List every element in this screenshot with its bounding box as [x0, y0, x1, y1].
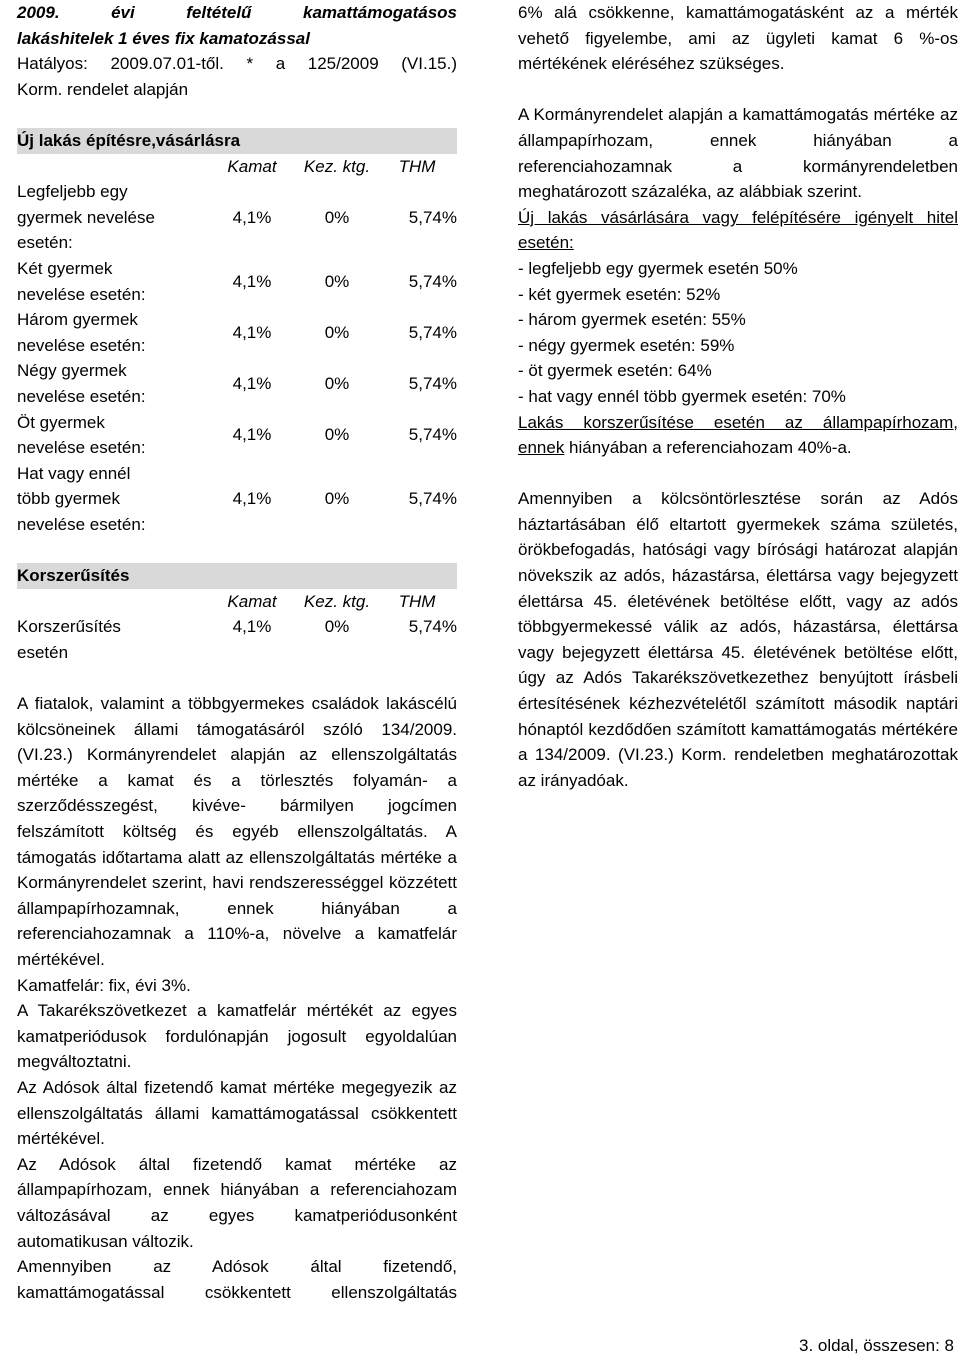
list-item: - három gyermek esetén: 55% [518, 310, 746, 330]
paragraph-gyermekszam: Amennyiben a kölcsöntörlesztése során az Adós háztartásában élő eltartott gyermekek száma születés, örökbefogadás, hatósági vagy bírósági határozat alapján növekszik az adós, házastársa, élettársa vagy bejegyzett élettársa 45. életévének betöltése előtt, vagy az adós többgyermekessé válik az adós, házastársa, élettársa vagy bejegyzett élettársa 45. életévének betöltése előtt, úgy az Adós Takarékszövetkezethez benyújtott írásbeli értesítésének kézhezvételétől számított második naptári hónaptól kezdődően számított kamattámogatás mértékére a 134/2009. (VI.23.) Korm. rendeletben meghatározottak az irányadóak. [518, 489, 958, 790]
cell-kamat: 4,1% [232, 271, 272, 291]
cell-kamat: 4,1% [232, 425, 272, 445]
header-kez: Kez. ktg. [303, 156, 371, 176]
doc-title-line-1: 2009. évi feltételű kamattámogatásos [17, 3, 457, 22]
rate-table-header-mod [17, 589, 457, 615]
right-column [518, 0, 958, 793]
modernization-line-1: Lakás korszerűsítése esetén az állampapírhozam, [518, 412, 958, 432]
cell-thm: 5,74% [408, 271, 457, 291]
new-home-heading: Új lakás vásárlására vagy felépítésére igényelt hitel esetén: [518, 207, 958, 253]
modernization-line-2: ennek hiányában a referenciahozam 40%-a. [518, 438, 852, 458]
cell-kez: 0% [324, 489, 350, 509]
paragraph-kamattamogatas: A Kormányrendelet alapján a kamattámogatás mértéke az állampapírhozam, ennek hiányában a referenciahozamnak a kormányrendeletben meghatározott százaléka, az alábbiak szerint. [518, 105, 958, 202]
rate-row [17, 410, 457, 461]
cell-thm: 5,74% [408, 207, 457, 227]
doc-title-line-2: lakáshitelek 1 éves fix kamatozással [17, 28, 310, 48]
cell-kez: 0% [324, 374, 350, 394]
page-number: 3. oldal, összesen: 8 [799, 1336, 954, 1355]
row-label: Három gyermek nevelése esetén: [17, 310, 146, 355]
paragraph-ellenszolgaltatas: A fiatalok, valamint a többgyermekes családok lakáscélú kölcsöneinek állami támogatásáról szóló 134/2009. (VI.23.) Kormányrendelet alapján az ellenszolgáltatás mértéke a kamat és a törlesztés folyamán- a szerződésszegést, kivéve- bármilyen jogcímen felszámított költség és egyéb ellenszolgáltatás. A támogatás időtartama alatt az ellenszolgáltatás mértéke a Kormányrendelet szerint, havi rendszerességgel közzétett állampapírhozamnak, ennek hiányában a referenciahozamnak a 110%-a, növelve a kamatfelár mértékével. [17, 694, 457, 969]
left-column [17, 0, 457, 1305]
row-label: Legfeljebb egy gyermek nevelése esetén: [17, 182, 155, 253]
validity-line-1: Hatályos: 2009.07.01-től. * a 125/2009 (VI.15.) [17, 54, 457, 74]
paragraph-fizetendo-kamat: Az Adósok által fizetendő kamat mértéke megegyezik az ellenszolgáltatás állami kamattámogatással csökkentett mértékével. [17, 1077, 457, 1149]
cell-kez: 0% [324, 322, 350, 342]
paragraph-kamat-valtozas: Az Adósok által fizetendő kamat mértéke az állampapírhozam, ennek hiányában a referenciahozam változásával az egyes kamatperiódusonként automatikusan változik. [17, 1154, 457, 1251]
cell-thm: 5,74% [408, 425, 457, 445]
cell-kamat: 4,1% [232, 617, 272, 637]
support-percent-list [518, 256, 958, 410]
list-item: - két gyermek esetén: 52% [518, 284, 721, 304]
row-label: Két gyermek nevelése esetén: [17, 258, 146, 304]
validity-line-2: Korm. rendelet alapján [17, 79, 189, 99]
section-modernization: Korszerűsítés [17, 563, 457, 589]
rate-table-new [17, 179, 457, 537]
section-new-home: Új lakás építésre,vásárlásra [17, 128, 457, 154]
list-item: - hat vagy ennél több gyermek esetén: 70% [518, 386, 846, 406]
list-item: - legfeljebb egy gyermek esetén 50% [518, 258, 798, 278]
paragraph-kamatfelar: Kamatfelár: fix, évi 3%. [17, 975, 191, 995]
rate-row [17, 358, 457, 409]
rate-row [17, 461, 457, 538]
list-item: - öt gyermek esetén: 64% [518, 361, 712, 381]
cell-thm: 5,74% [408, 617, 457, 637]
cell-kamat: 4,1% [232, 374, 272, 394]
list-item: - négy gyermek esetén: 59% [518, 335, 735, 355]
header-thm: THM [398, 156, 436, 176]
header-kez: Kez. ktg. [303, 591, 371, 611]
cell-kamat: 4,1% [232, 489, 272, 509]
row-label: Korszerűsítés esetén [17, 617, 121, 662]
paragraph-kamatfelar-valtozas: A Takarékszövetkezet a kamatfelár mértékét az egyes kamatperiódusok fordulónapján jogosult egyoldalúan megváltoztatni. [17, 1001, 457, 1072]
row-label: Hat vagy ennél több gyermek nevelése esetén: [17, 463, 146, 534]
paragraph-amennyiben: Amennyiben az Adósok által fizetendő, kamattámogatással csökkentett ellenszolgáltatás [17, 1257, 457, 1302]
rate-row-modernization [17, 614, 457, 665]
header-kamat: Kamat [227, 591, 277, 611]
header-kamat: Kamat [227, 156, 277, 176]
row-label: Öt gyermek nevelése esetén: [17, 412, 146, 458]
rate-row [17, 256, 457, 307]
cell-kamat: 4,1% [232, 207, 272, 227]
cell-kez: 0% [324, 271, 350, 291]
rate-row [17, 179, 457, 256]
cell-thm: 5,74% [408, 374, 457, 394]
cell-kez: 0% [324, 207, 350, 227]
row-label: Négy gyermek nevelése esetén: [17, 361, 146, 406]
cell-thm: 5,74% [408, 322, 457, 342]
cell-kez: 0% [324, 617, 350, 637]
rate-table-header [17, 154, 457, 180]
cell-kamat: 4,1% [232, 322, 272, 342]
header-thm: THM [398, 591, 436, 611]
paragraph-6-percent: 6% alá csökkenne, kamattámogatásként az a mérték vehető figyelembe, ami az ügyleti kamat 6 %-os mértékének eléréséhez szükséges. [518, 3, 958, 74]
cell-kez: 0% [324, 425, 350, 445]
cell-thm: 5,74% [408, 489, 457, 509]
rate-row [17, 307, 457, 358]
